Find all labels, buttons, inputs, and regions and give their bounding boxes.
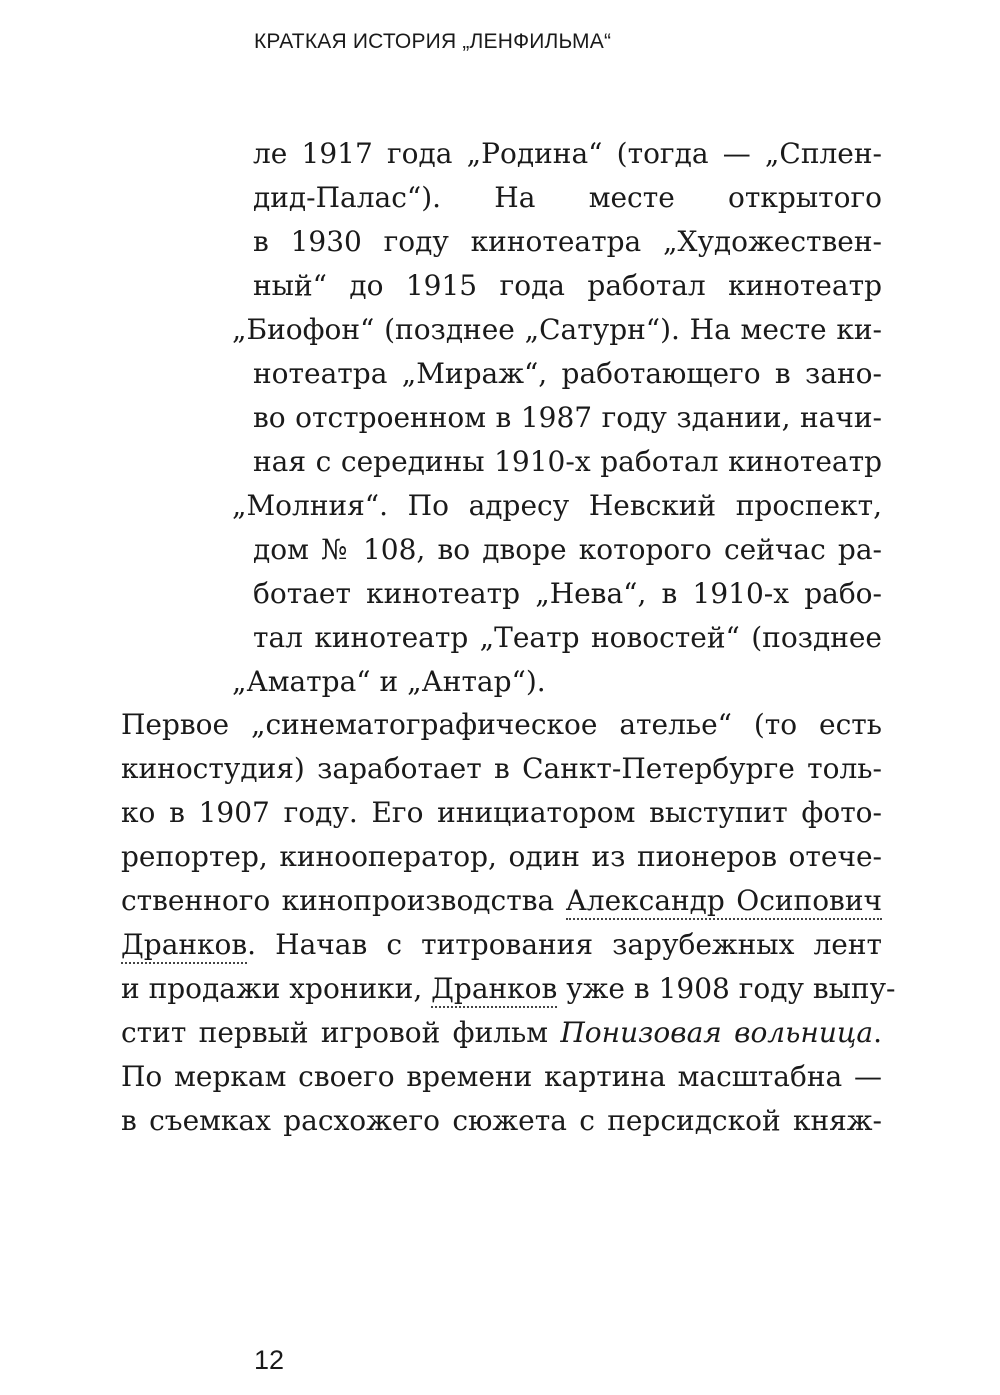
body-text: стит первый игровой фильм bbox=[121, 1016, 561, 1049]
running-head: КРАТКАЯ ИСТОРИЯ „ЛЕНФИЛЬМА“ bbox=[254, 30, 612, 53]
blockquote-line: тал кинотеатр „Театр новостей“ (позднее bbox=[253, 621, 882, 654]
blockquote-line: ле 1917 года „Родина“ (тогда — „Сплен- bbox=[253, 137, 882, 170]
body-line bbox=[121, 923, 882, 967]
blockquote-line: дом № 108, во дворе которого сейчас ра- bbox=[253, 533, 882, 566]
blockquote-line: ная с середины 1910-х работал кинотеатр bbox=[253, 445, 882, 478]
body-line bbox=[121, 879, 882, 923]
blockquote-line: дид-Палас“). На месте открытого bbox=[253, 181, 882, 214]
page-number: 12 bbox=[254, 1345, 285, 1375]
blockquote-line: во отстроенном в 1987 году здании, начи- bbox=[253, 401, 882, 434]
person-link-dranko-full-name[interactable]: Александр Осипович bbox=[566, 884, 882, 920]
person-link-dranko[interactable]: Дранков bbox=[431, 972, 557, 1008]
person-link-dranko-surname-continued[interactable]: Дранков bbox=[121, 928, 247, 964]
body-text: ственного кинопроизводства bbox=[121, 884, 566, 917]
body-text: и продажи хроники, bbox=[121, 972, 432, 1005]
body-line: киностудия) заработает в Санкт-Петербурге толь- bbox=[121, 752, 882, 785]
body-line bbox=[121, 1011, 882, 1055]
body-line: Первое „синематографическое ателье“ (то есть bbox=[121, 708, 882, 741]
body-text: . Начав с титрования зарубежных лент bbox=[247, 928, 882, 961]
body-text: уже в 1908 году выпу- bbox=[557, 972, 896, 1005]
body-line: в съемках расхожего сюжета с персидской княж- bbox=[121, 1104, 882, 1137]
body-line: репортер, кинооператор, один из пионеров отече- bbox=[121, 840, 882, 873]
body-line bbox=[121, 967, 896, 1011]
blockquote-line: „Биофон“ (позднее „Сатурн“). На месте ки- bbox=[232, 313, 882, 346]
blockquote-line: нотеатра „Мираж“, работающего в зано- bbox=[253, 357, 882, 390]
body-text: . bbox=[873, 1016, 882, 1049]
blockquote-line: ный“ до 1915 года работал кинотеатр bbox=[253, 269, 882, 302]
film-title: Понизовая вольница bbox=[560, 1016, 874, 1049]
blockquote-line: „Аматра“ и „Антар“). bbox=[232, 665, 546, 698]
blockquote-line: ботает кинотеатр „Нева“, в 1910-х рабо- bbox=[253, 577, 882, 610]
blockquote-line: в 1930 году кинотеатра „Художествен- bbox=[253, 225, 882, 258]
body-line: По меркам своего времени картина масштабна — bbox=[121, 1060, 882, 1093]
blockquote-line: „Молния“. По адресу Невский проспект, bbox=[232, 489, 882, 522]
body-line: ко в 1907 году. Его инициатором выступит фото- bbox=[121, 796, 882, 829]
